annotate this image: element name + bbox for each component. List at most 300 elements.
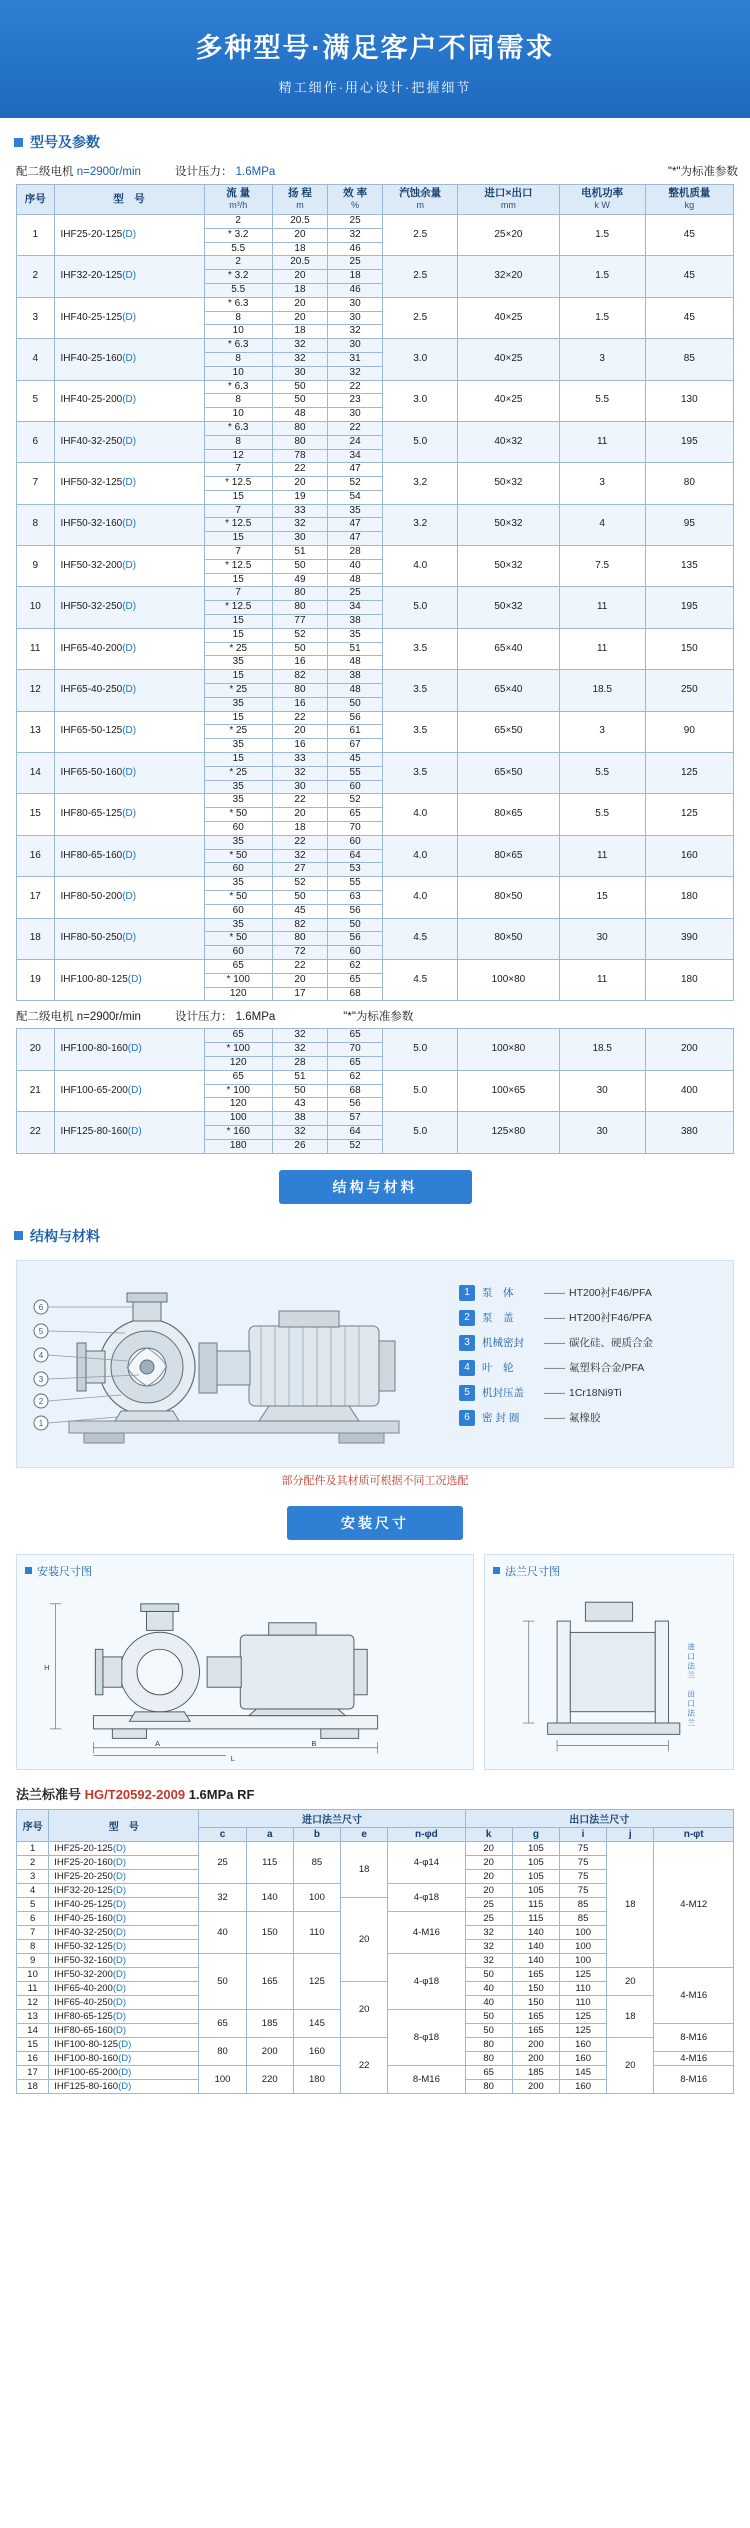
cell-port: 65×40 — [458, 628, 559, 669]
cell-outlet-i: 125 — [559, 1967, 606, 1981]
svg-text:1: 1 — [38, 1418, 44, 1428]
cell-no: 14 — [17, 753, 55, 794]
cell-inlet-a: 140 — [246, 1883, 293, 1911]
svg-text:2: 2 — [38, 1396, 44, 1406]
spec-row — [17, 504, 734, 518]
cell-power: 4 — [559, 504, 645, 545]
legend-material: 碳化硅、硬质合金 — [569, 1337, 653, 1350]
cell-no: 8 — [17, 504, 55, 545]
cell-inlet-e: 20 — [341, 1897, 388, 1981]
cell-flow: * 12.5 — [204, 518, 272, 532]
cell-flow: * 6.3 — [204, 421, 272, 435]
cell-no: 17 — [17, 877, 55, 918]
cell-outlet-k: 40 — [465, 1981, 512, 1995]
cell-head: 30 — [272, 532, 327, 546]
cell-no: 9 — [17, 1953, 49, 1967]
cell-flow: 180 — [204, 1139, 272, 1153]
cell-npsh: 2.5 — [383, 214, 458, 255]
th-no: 序号 — [17, 185, 55, 215]
cell-model: IHF65-40-250(D) — [49, 1995, 199, 2009]
cell-head: 32 — [272, 1043, 327, 1057]
structure-note: 部分配件及其材质可根据不同工况选配 — [281, 1474, 469, 1487]
cell-power: 5.5 — [559, 753, 645, 794]
cell-weight: 45 — [645, 297, 733, 338]
cell-outlet-k: 40 — [465, 1995, 512, 2009]
cell-flow: 35 — [204, 697, 272, 711]
cell-weight: 200 — [645, 1029, 733, 1070]
cell-npsh: 4.0 — [383, 835, 458, 876]
motor-value-2: n=2900r/min — [76, 1011, 141, 1024]
cell-flow: 60 — [204, 822, 272, 836]
cell-eff: 38 — [328, 615, 383, 629]
cell-flow: 60 — [204, 946, 272, 960]
cell-head: 32 — [272, 339, 327, 353]
spec-info-bar — [0, 160, 750, 184]
cell-head: 32 — [272, 1125, 327, 1139]
th-eff: 效 率 % — [328, 185, 383, 215]
cell-outlet-k: 32 — [465, 1953, 512, 1967]
cell-head: 82 — [272, 670, 327, 684]
th-npsh: 汽蚀余量 m — [383, 185, 458, 215]
cell-flow: 7 — [204, 504, 272, 518]
cell-outlet-k: 20 — [465, 1855, 512, 1869]
spec-row — [17, 877, 734, 891]
cell-no: 7 — [17, 463, 55, 504]
cell-port: 40×25 — [458, 297, 559, 338]
fth-inlet: 进口法兰尺寸 — [199, 1809, 465, 1827]
page-title: 多种型号·满足客户不同需求 — [195, 33, 555, 63]
motor-label: 配二级电机 — [16, 166, 74, 178]
cell-flow: 15 — [204, 628, 272, 642]
install-dimension-figure-box — [16, 1554, 474, 1770]
cell-inlet-b: 160 — [293, 2037, 340, 2065]
fth-i: i — [559, 1827, 606, 1841]
cell-weight: 180 — [645, 877, 733, 918]
cell-power: 1.5 — [559, 214, 645, 255]
cell-head: 50 — [272, 394, 327, 408]
cell-flow: 10 — [204, 408, 272, 422]
cell-eff: 30 — [328, 311, 383, 325]
cell-port: 65×50 — [458, 711, 559, 752]
cell-eff: 62 — [328, 1070, 383, 1084]
cell-weight: 125 — [645, 794, 733, 835]
cell-outlet-g: 165 — [512, 2023, 559, 2037]
motor-value: n=2900r/min — [76, 166, 141, 178]
cell-flow: 5.5 — [204, 242, 272, 256]
cell-eff: 47 — [328, 463, 383, 477]
cell-no: 18 — [17, 2079, 49, 2093]
cell-flow: 100 — [204, 1112, 272, 1126]
cell-head: 80 — [272, 932, 327, 946]
legend-dash: —— — [544, 1411, 565, 1424]
cell-no: 16 — [17, 835, 55, 876]
cell-outlet-i: 75 — [559, 1869, 606, 1883]
cell-flow: 2 — [204, 256, 272, 270]
cell-flow: 8 — [204, 352, 272, 366]
cell-eff: 25 — [328, 256, 383, 270]
cell-flow: 35 — [204, 780, 272, 794]
cell-eff: 46 — [328, 242, 383, 256]
cell-port: 100×80 — [458, 1029, 559, 1070]
cell-eff: 70 — [328, 822, 383, 836]
cell-flow: 5.5 — [204, 283, 272, 297]
cell-flow: * 25 — [204, 766, 272, 780]
cell-npsh: 3.0 — [383, 380, 458, 421]
page-subtitle: 精工细作·用心设计·把握细节 — [278, 80, 472, 95]
motor-label-2: 配二级电机 — [16, 1011, 74, 1024]
cell-npsh: 5.0 — [383, 1029, 458, 1070]
cell-inlet-nd: 4-φ18 — [388, 1883, 465, 1911]
cell-weight: 250 — [645, 670, 733, 711]
cell-port: 50×32 — [458, 504, 559, 545]
cell-model: IHF32-20-125(D) — [54, 256, 204, 297]
cell-flow: 65 — [204, 1070, 272, 1084]
cell-outlet-k: 32 — [465, 1925, 512, 1939]
cell-flow: * 50 — [204, 808, 272, 822]
cell-outlet-nt: 8-M16 — [654, 2023, 734, 2051]
cell-flow: 120 — [204, 1056, 272, 1070]
cell-eff: 46 — [328, 283, 383, 297]
cell-no: 20 — [17, 1029, 55, 1070]
cell-port: 80×65 — [458, 794, 559, 835]
cell-head: 27 — [272, 863, 327, 877]
cell-eff: 68 — [328, 1084, 383, 1098]
cell-head: 50 — [272, 559, 327, 573]
legend-item — [459, 1410, 721, 1426]
cell-no: 16 — [17, 2051, 49, 2065]
cell-eff: 56 — [328, 932, 383, 946]
cell-outlet-i: 125 — [559, 2009, 606, 2023]
cell-outlet-i: 110 — [559, 1995, 606, 2009]
cell-outlet-g: 105 — [512, 1883, 559, 1897]
cell-eff: 63 — [328, 891, 383, 905]
cell-no: 21 — [17, 1070, 55, 1111]
cell-weight: 85 — [645, 339, 733, 380]
legend-material: HT200衬F46/PFA — [569, 1312, 652, 1325]
section-heading-structure-label: 结构与材料 — [30, 1227, 100, 1244]
legend-part-name: 叶 轮 — [482, 1362, 514, 1375]
cell-port: 40×25 — [458, 380, 559, 421]
cell-weight: 150 — [645, 628, 733, 669]
cell-flow: * 12.5 — [204, 477, 272, 491]
cell-inlet-nd: 4-φ18 — [388, 1953, 465, 2009]
svg-text:5: 5 — [38, 1326, 44, 1336]
cell-flow: * 100 — [204, 1084, 272, 1098]
cell-head: 32 — [272, 352, 327, 366]
cell-outlet-k: 32 — [465, 1939, 512, 1953]
cell-npsh: 5.0 — [383, 587, 458, 628]
flange-label-inlet: 进 — [687, 1641, 695, 1651]
cell-inlet-a: 220 — [246, 2065, 293, 2093]
svg-text:A: A — [155, 1738, 161, 1748]
cell-inlet-b: 125 — [293, 1953, 340, 2009]
cell-power: 3 — [559, 463, 645, 504]
cell-inlet-e: 18 — [341, 1841, 388, 1897]
cell-power: 30 — [559, 1070, 645, 1111]
cell-inlet-b: 85 — [293, 1841, 340, 1883]
cell-outlet-k: 20 — [465, 1841, 512, 1855]
cell-outlet-i: 100 — [559, 1925, 606, 1939]
cell-npsh: 3.5 — [383, 628, 458, 669]
cell-flow: 120 — [204, 1098, 272, 1112]
cell-weight: 400 — [645, 1070, 733, 1111]
cell-head: 50 — [272, 642, 327, 656]
legend-part-name: 泵 体 — [482, 1287, 514, 1300]
cell-outlet-k: 80 — [465, 2079, 512, 2093]
pill-install-wrap — [0, 1490, 750, 1548]
cell-eff: 70 — [328, 1043, 383, 1057]
cell-head: 80 — [272, 601, 327, 615]
cell-port: 80×50 — [458, 918, 559, 959]
cell-flow: 15 — [204, 711, 272, 725]
cell-model: IHF65-40-200(D) — [49, 1981, 199, 1995]
cell-outlet-g: 200 — [512, 2037, 559, 2051]
cell-outlet-i: 75 — [559, 1883, 606, 1897]
cell-head: 20 — [272, 311, 327, 325]
cell-head: 32 — [272, 766, 327, 780]
cell-model: IHF80-65-125(D) — [54, 794, 204, 835]
spec-row — [17, 587, 734, 601]
cell-eff: 68 — [328, 987, 383, 1001]
cell-port: 80×50 — [458, 877, 559, 918]
cell-eff: 60 — [328, 780, 383, 794]
cell-no: 13 — [17, 711, 55, 752]
fth-a: a — [246, 1827, 293, 1841]
cell-power: 3 — [559, 711, 645, 752]
cell-npsh: 2.5 — [383, 256, 458, 297]
flange-standard-value: HG/T20592-2009 — [84, 1786, 186, 1802]
cell-inlet-nd: 8-M16 — [388, 2065, 465, 2093]
cell-eff: 51 — [328, 642, 383, 656]
cell-model: IHF80-65-160(D) — [54, 835, 204, 876]
install-figure-caption: 安装尺寸图 — [25, 1563, 467, 1579]
cell-eff: 30 — [328, 408, 383, 422]
cell-head: 22 — [272, 711, 327, 725]
cell-outlet-i: 110 — [559, 1981, 606, 1995]
cell-model: IHF40-25-125(D) — [49, 1897, 199, 1911]
spec-row — [17, 546, 734, 560]
cell-power: 1.5 — [559, 256, 645, 297]
cell-outlet-k: 50 — [465, 1967, 512, 1981]
cell-npsh: 3.0 — [383, 339, 458, 380]
legend-number: 2 — [459, 1310, 475, 1326]
cell-flow: 15 — [204, 532, 272, 546]
cell-eff: 32 — [328, 228, 383, 242]
cell-outlet-g: 105 — [512, 1869, 559, 1883]
pill-structure-wrap — [0, 1154, 750, 1212]
cell-eff: 62 — [328, 959, 383, 973]
cell-outlet-nt: 4-M16 — [654, 1967, 734, 2023]
cell-port: 100×65 — [458, 1070, 559, 1111]
cell-weight: 130 — [645, 380, 733, 421]
cell-no: 15 — [17, 794, 55, 835]
cell-flow: * 100 — [204, 1043, 272, 1057]
cell-flow: 35 — [204, 877, 272, 891]
legend-number: 1 — [459, 1285, 475, 1301]
cell-no: 11 — [17, 1981, 49, 1995]
cell-weight: 45 — [645, 256, 733, 297]
cell-power: 15 — [559, 877, 645, 918]
th-port: 进口×出口 mm — [458, 185, 559, 215]
cell-eff: 28 — [328, 546, 383, 560]
cell-power: 7.5 — [559, 546, 645, 587]
legend-part-name: 机封压盖 — [482, 1387, 524, 1400]
cell-npsh: 3.2 — [383, 504, 458, 545]
cell-head: 80 — [272, 435, 327, 449]
cell-head: 49 — [272, 573, 327, 587]
cell-model: IHF25-20-250(D) — [49, 1869, 199, 1883]
cell-eff: 25 — [328, 214, 383, 228]
cell-eff: 47 — [328, 532, 383, 546]
cell-flow: * 6.3 — [204, 339, 272, 353]
cell-flow: 7 — [204, 546, 272, 560]
cell-head: 20 — [272, 973, 327, 987]
cell-outlet-i: 145 — [559, 2065, 606, 2079]
cell-outlet-g: 165 — [512, 1967, 559, 1981]
cell-no: 1 — [17, 214, 55, 255]
cell-weight: 390 — [645, 918, 733, 959]
cell-head: 51 — [272, 1070, 327, 1084]
cell-head: 17 — [272, 987, 327, 1001]
cell-eff: 56 — [328, 711, 383, 725]
legend-material: 氟橡胶 — [569, 1412, 601, 1425]
cell-power: 30 — [559, 918, 645, 959]
cell-power: 3 — [559, 339, 645, 380]
cell-eff: 45 — [328, 753, 383, 767]
cell-flow: 35 — [204, 794, 272, 808]
cell-outlet-g: 200 — [512, 2051, 559, 2065]
cell-eff: 18 — [328, 270, 383, 284]
cell-outlet-g: 140 — [512, 1939, 559, 1953]
flange-dimension-figure-box — [484, 1554, 734, 1770]
cell-no: 9 — [17, 546, 55, 587]
cell-inlet-b: 145 — [293, 2009, 340, 2037]
cell-no: 17 — [17, 2065, 49, 2079]
cell-outlet-g: 200 — [512, 2079, 559, 2093]
cell-npsh: 5.0 — [383, 421, 458, 462]
cell-head: 51 — [272, 546, 327, 560]
bullet-square-icon-2 — [14, 1231, 23, 1240]
cell-inlet-e: 22 — [341, 2037, 388, 2093]
cell-power: 5.5 — [559, 380, 645, 421]
cell-port: 50×32 — [458, 587, 559, 628]
cell-flow: * 25 — [204, 642, 272, 656]
cell-head: 80 — [272, 587, 327, 601]
th-model: 型 号 — [54, 185, 204, 215]
fth-c: c — [199, 1827, 246, 1841]
bullet-square-icon — [14, 138, 23, 147]
cell-outlet-k: 50 — [465, 2023, 512, 2037]
cell-flow: 15 — [204, 573, 272, 587]
cell-eff: 34 — [328, 449, 383, 463]
spec-info-bar-2 — [0, 1001, 750, 1028]
cell-eff: 32 — [328, 325, 383, 339]
cell-power: 11 — [559, 628, 645, 669]
cell-outlet-j: 18 — [607, 1841, 654, 1967]
cell-flow: 35 — [204, 656, 272, 670]
cell-model: IHF80-50-250(D) — [54, 918, 204, 959]
cell-model: IHF50-32-160(D) — [54, 504, 204, 545]
cell-outlet-i: 100 — [559, 1953, 606, 1967]
cell-head: 18 — [272, 325, 327, 339]
cell-npsh: 4.0 — [383, 794, 458, 835]
cell-outlet-i: 100 — [559, 1939, 606, 1953]
cell-weight: 195 — [645, 421, 733, 462]
cell-power: 18.5 — [559, 670, 645, 711]
fth-g: g — [512, 1827, 559, 1841]
th-head: 扬 程 m — [272, 185, 327, 215]
cell-no: 2 — [17, 256, 55, 297]
cell-eff: 65 — [328, 1056, 383, 1070]
section-heading-specs — [0, 118, 750, 160]
cell-model: IHF40-32-250(D) — [54, 421, 204, 462]
cell-model: IHF40-25-160(D) — [49, 1911, 199, 1925]
cell-eff: 30 — [328, 339, 383, 353]
cell-weight: 180 — [645, 959, 733, 1000]
cell-power: 11 — [559, 959, 645, 1000]
cell-outlet-g: 105 — [512, 1855, 559, 1869]
cell-flow: * 6.3 — [204, 380, 272, 394]
cell-outlet-i: 160 — [559, 2037, 606, 2051]
cell-eff: 50 — [328, 918, 383, 932]
cell-outlet-k: 80 — [465, 2051, 512, 2065]
cell-eff: 53 — [328, 863, 383, 877]
spec-row — [17, 421, 734, 435]
cell-npsh: 3.5 — [383, 711, 458, 752]
cell-head: 30 — [272, 366, 327, 380]
cell-flow: 8 — [204, 435, 272, 449]
spec-row — [17, 918, 734, 932]
cell-flow: * 100 — [204, 973, 272, 987]
cell-port: 65×40 — [458, 670, 559, 711]
cell-flow: 35 — [204, 918, 272, 932]
pump-cross-section-figure — [29, 1271, 449, 1461]
cell-outlet-nt: 4-M12 — [654, 1841, 734, 1967]
cell-port: 100×80 — [458, 959, 559, 1000]
cell-flow: * 25 — [204, 684, 272, 698]
cell-flow: 15 — [204, 490, 272, 504]
cell-npsh: 4.5 — [383, 959, 458, 1000]
cell-head: 78 — [272, 449, 327, 463]
cell-no: 13 — [17, 2009, 49, 2023]
cell-inlet-c: 50 — [199, 1953, 246, 2009]
cell-flow: 35 — [204, 835, 272, 849]
legend-number: 5 — [459, 1385, 475, 1401]
cell-flow: * 50 — [204, 932, 272, 946]
cell-flow: * 50 — [204, 891, 272, 905]
page-banner — [0, 0, 750, 118]
cell-eff: 61 — [328, 725, 383, 739]
pill-install: 安装尺寸 — [287, 1506, 463, 1540]
cell-eff: 32 — [328, 366, 383, 380]
svg-text:H: H — [44, 1662, 50, 1672]
cell-inlet-a: 115 — [246, 1841, 293, 1883]
legend-dash: —— — [544, 1311, 565, 1324]
cell-eff: 57 — [328, 1112, 383, 1126]
cell-no: 1 — [17, 1841, 49, 1855]
cell-eff: 35 — [328, 628, 383, 642]
cell-head: 22 — [272, 463, 327, 477]
cell-npsh: 5.0 — [383, 1070, 458, 1111]
cell-inlet-b: 110 — [293, 1911, 340, 1953]
cell-npsh: 5.0 — [383, 1112, 458, 1153]
section-heading-structure — [0, 1212, 750, 1254]
pressure-label-2: 设计压力： — [174, 1011, 233, 1024]
cell-port: 40×25 — [458, 339, 559, 380]
cell-inlet-a: 150 — [246, 1911, 293, 1953]
pressure-value: 1.6MPa — [235, 166, 276, 178]
cell-flow: * 50 — [204, 849, 272, 863]
